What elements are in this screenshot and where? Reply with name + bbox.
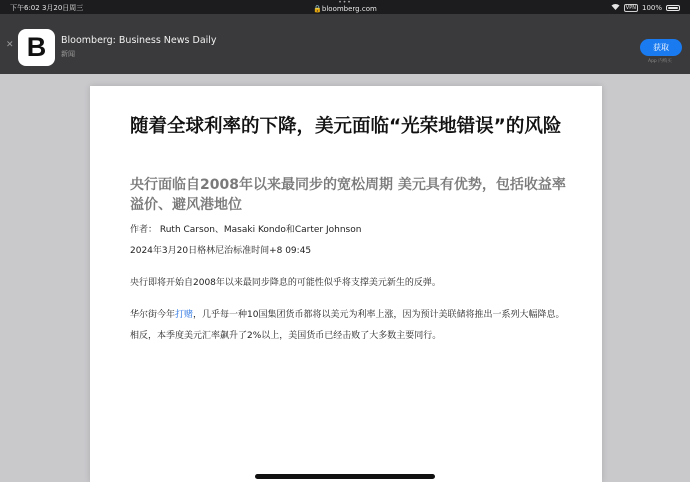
article-subheadline: 央行面临自2008年以来最同步的宽松周期 美元具有优势，包括收益率溢价、避风港地位 (130, 177, 566, 213)
status-center (0, 1, 690, 13)
bet-link[interactable]: 打赌 (175, 310, 194, 320)
status-time-date: 下午6:02 3月20日周三 (10, 4, 84, 12)
lock-icon: 🔒 (313, 5, 322, 13)
article-dateline: 2024年3月20日格林尼治标准时间+8 09:45 (130, 246, 312, 256)
app-banner (0, 14, 690, 74)
wifi-icon (611, 3, 620, 12)
paragraph-text: ，几乎每一种10国集团货币都将以美元为利率上涨，因为预计美联储将推出一系列大幅降息。相反，本季度美元汇率飙升了2%以上，美国货币已经击败了大多数主要同行。 (130, 310, 565, 341)
article-paragraph-1: 央行即将开始自2008年以来最同步降息的可能性似乎将支撑美元新生的反弹。 (130, 278, 441, 288)
get-app-button[interactable]: 获取 (640, 39, 682, 56)
article-byline: 作者： Ruth Carson、Masaki Kondo和Carter Johnson (130, 225, 362, 235)
url-text: bloomberg.com (321, 5, 377, 13)
app-category: 新闻 (61, 50, 75, 58)
in-app-purchase-label: App 内购买 (648, 59, 672, 64)
home-indicator[interactable] (255, 474, 435, 479)
battery-percent: 100% (641, 3, 662, 12)
paragraph-text: 华尔街今年 (130, 310, 176, 320)
article-paragraph-2 (130, 305, 566, 347)
article-headline: 随着全球利率的下降，美元面临“光荣地错误”的风险 (130, 116, 562, 137)
close-icon[interactable]: ✕ (6, 40, 14, 50)
battery-icon (666, 5, 680, 11)
multitask-dots-icon[interactable]: ••• (338, 0, 352, 6)
app-name: Bloomberg: Business News Daily (61, 35, 217, 46)
vpn-badge: VPN (625, 4, 636, 11)
bloomberg-app-icon: B (18, 29, 55, 66)
url-display[interactable] (313, 5, 377, 13)
article-page (90, 86, 602, 482)
status-right (611, 3, 680, 12)
status-bar (0, 0, 690, 14)
